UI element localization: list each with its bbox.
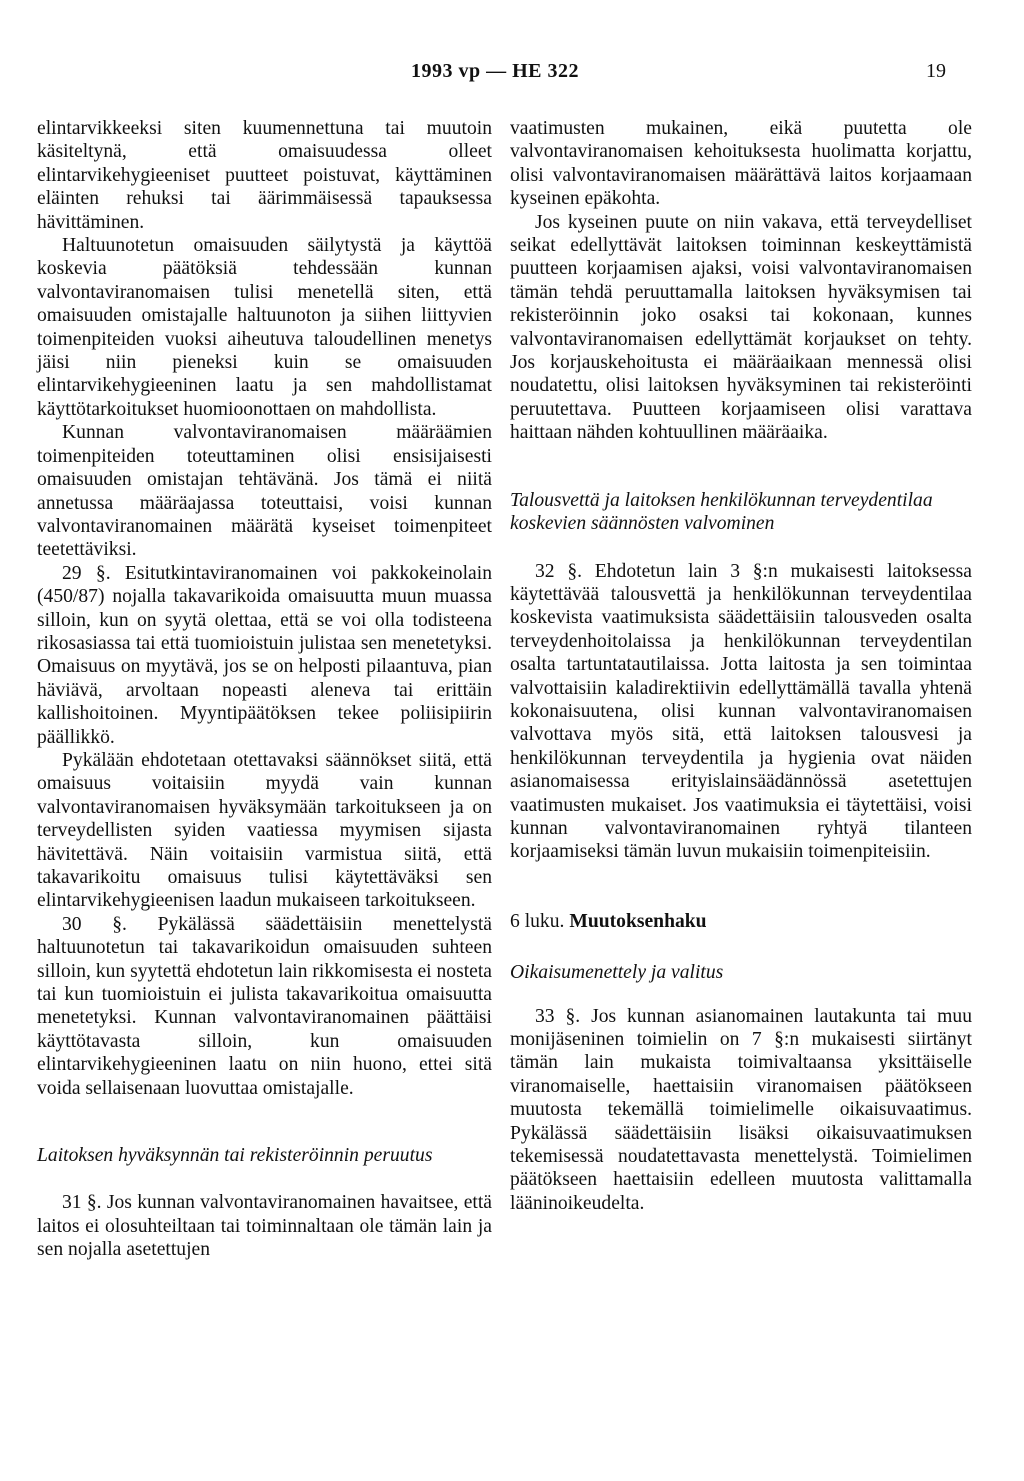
section-heading: Talousvettä ja laitoksen henkilökunnan terveydentilaa koskevien säännösten valvominen — [510, 489, 933, 535]
right-column — [510, 117, 972, 1215]
page-number: 19 — [926, 60, 946, 82]
chapter-heading — [510, 910, 972, 933]
chapter-title: Muutoksenhaku — [569, 910, 707, 932]
chapter-number: 6 luku. — [510, 910, 565, 932]
section-heading: Laitoksen hyväksynnän tai rekisteröinnin peruutus — [37, 1145, 433, 1167]
left-column — [37, 117, 492, 1262]
section-heading: Oikaisumenettely ja valitus — [510, 962, 724, 984]
paragraph-section-29: 29 §. Esitutkintaviranomainen voi pakkokeinolain (450/87) nojalla takavarikoida omaisuutta muun muassa silloin, kun on syytä olettaa, että se voi olla todisteena rikosasiassa tai että tuomioistuin julistaa sen menetetyksi. Omaisuus on myytävä, jos se on helposti pilaantuva, pian häviävä, arvoltaan nopeasti aleneva tai erittäin kallishoitoinen. Myyntipäätöksen tekee poliisipiirin päällikkö. — [37, 562, 492, 748]
document-reference: 1993 vp — HE 322 — [410, 60, 580, 82]
paragraph: Kunnan valvontaviranomaisen määräämien toimenpiteiden toteuttaminen olisi ensisijaisesti omaisuuden omistajan tehtävänä. Jos tämä ei niitä annetussa määräajassa toteuttaisi, voisi kunnan valvontaviranomainen määrätä kyseiset toimenpiteet teetettäviksi. — [37, 422, 492, 561]
paragraph: Pykälään ehdotetaan otettavaksi säännökset siitä, että omaisuus voitaisiin myydä vain kunnan valvontaviranomaisen hyväksymään tarkoitukseen ja on terveydellisten syiden vaatiessa myymisen sijasta hävitettävä. Näin voitaisiin varmistua siitä, että takavarikoitu omaisuus tulisi käytettäväksi sen elintarvikehygieenisen laadun mukaiseen tarkoitukseen. — [37, 749, 492, 912]
paragraph: elintarvikkeeksi siten kuumennettuna tai muutoin käsiteltynä, että omaisuudessa olleet elintarvikehygieeniset puutteet poistuvat, käyttäminen eläinten rehuksi tai äärimmäisessä tapauksessa hävittäminen. — [37, 118, 492, 233]
paragraph: vaatimusten mukainen, eikä puutetta ole valvontaviranomaisen kehoituksesta huolimatta korjattu, olisi valvontaviranomaisen määrättävä laitos korjaamaan kyseinen epäkohta. — [510, 118, 972, 210]
paragraph-section-32: 32 §. Ehdotetun lain 3 §:n mukaisesti laitoksessa käytettävää talousvettä ja henkilökunnan terveydentilaa koskevista vaatimuksista säädettäisiin talousveden osalta terveydenhoitolaissa ja henkilökunnan terveydentilan osalta tartuntatautilaissa. Jotta laitosta ja sen toimintaa valvottaisiin kaladirektiivin edellyttämällä tavalla yhtenä kokonaisuutena, olisi kunnan valvontaviranomaisen valvottava myös sitä, että laitoksen talousvesi ja henkilökunnan terveydentila ja hygienia ovat näiden asianomaisessa erityislainsäädännössä asetettujen vaatimusten mukaiset. Jos vaatimuksia ei täytettäisi, voisi kunnan valvontaviranomainen ryhtyä tilanteen korjaamiseksi tämän luvun mukaisiin toimenpiteisiin. — [510, 560, 972, 863]
paragraph-section-30: 30 §. Pykälässä säädettäisiin menettelystä haltuunotetun tai takavarikoidun omaisuuden suhteen silloin, kun syytettä ehdotetun lain rikkomisesta ei nosteta tai kun tuomioistuin ei julista takavarikoitua omaisuutta menetetyksi. Kunnan valvontaviranomainen päättäisi käyttötavasta silloin, kun omaisuuden elintarvikehygieeninen laatu on niin huono, ettei sitä voida sellaisenaan luovuttaa omistajalle. — [37, 913, 492, 1099]
paragraph-section-33: 33 §. Jos kunnan asianomainen lautakunta tai muu monijäseninen toimielin on 7 §:n mukaisesti siirtänyt tämän lain mukaista toimivaltaansa yksittäiselle viranomaiselle, haettaisiin viranomaisen päätökseen muutosta tekemällä toimielimelle oikaisuvaatimus. Pykälässä säädettäisiin lisäksi oikaisuvaatimuksen tekemisessä noudatettavasta menettelystä. Toimielimen päätökseen haettaisiin edelleen muutosta valittamalla lääninoikeudelta. — [510, 1005, 972, 1214]
paragraph: Jos kyseinen puute on niin vakava, että terveydelliset seikat edellyttävät laitoksen toiminnan keskeyttämistä puutteen korjaamisen ajaksi, voisi valvontaviranomaisen tämän tehdä peruuttamalla laitoksen hyväksymisen tai rekisteröinnin joko osaksi tai kokonaan, kunnes valvontaviranomaisen edellyttämät korjaukset on tehty. Jos korjauskehoitusta ei määräaikaan mennessä olisi noudatettu, olisi laitoksen hyväksyminen tai rekisteröinti peruutettava. Puutteen korjaamiseen olisi varattava haittaan nähden kohtuullinen määräaika. — [510, 211, 972, 444]
page-header — [0, 60, 1024, 90]
paragraph: Haltuunotetun omaisuuden säilytystä ja käyttöä koskevia päätöksiä tehdessään kunnan valvontaviranomaisen tulisi menetellä siten, että omaisuuden omistajalle haltuunoton ja siihen liittyvien toimenpiteiden vuoksi aiheutuva taloudellinen menetys jäisi niin pieneksi kuin se omaisuuden elintarvikehygieeninen laatu ja sen mahdollistamat käyttötarkoitukset huomioonottaen on mahdollista. — [37, 235, 492, 420]
paragraph-section-31: 31 §. Jos kunnan valvontaviranomainen havaitsee, että laitos ei olosuhteiltaan tai toiminnaltaan ole tämän lain ja sen nojalla asetettujen — [37, 1192, 492, 1261]
